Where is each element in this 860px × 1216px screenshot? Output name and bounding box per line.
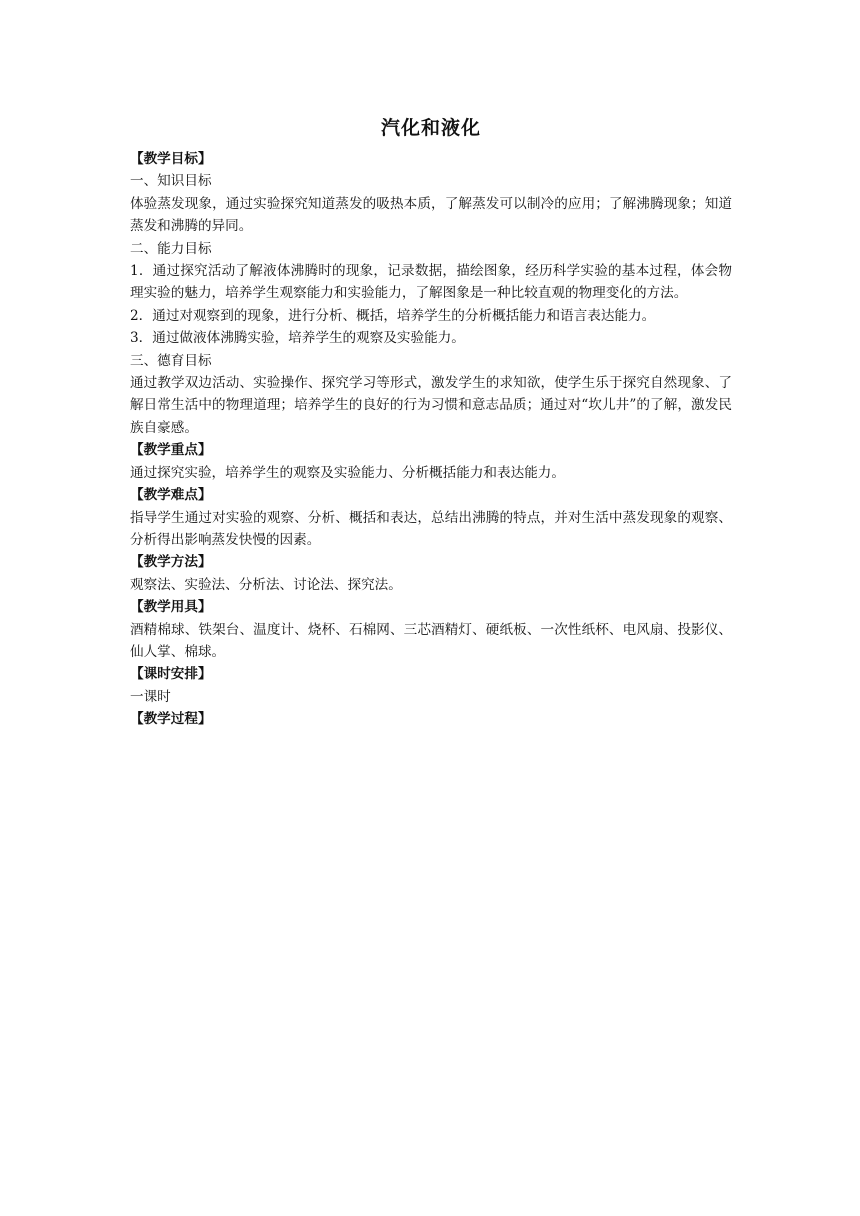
section-heading-schedule: 【课时安排】 <box>130 666 212 683</box>
paragraph-key-points: 通过探究实验，培养学生的观察及实验能力、分析概括能力和表达能力。 <box>130 464 565 481</box>
paragraph-knowledge-objectives: 体验蒸发现象，通过实验探究知道蒸发的吸热本质，了解蒸发可以制冷的应用；了解沸腾现象；知道蒸发和沸腾的异同。 <box>130 195 732 235</box>
paragraph-ability-item-2: 2．通过对观察到的现象，进行分析、概括，培养学生的分析概括能力和语言表达能力。 <box>130 307 656 324</box>
section-heading-difficulties: 【教学难点】 <box>130 487 212 504</box>
subheading-knowledge-objectives: 一、知识目标 <box>130 173 212 190</box>
document-title: 汽化和液化 <box>380 117 481 139</box>
paragraph-ability-item-3: 3．通过做液体沸腾实验，培养学生的观察及实验能力。 <box>130 330 465 347</box>
paragraph-moral-objectives: 通过教学双边活动、实验操作、探究学习等形式，激发学生的求知欲，使学生乐于探究自然现象、了解日常生活中的物理道理；培养学生的良好的行为习惯和意志品质；通过对“坎儿井”的了解，激发民族自豪感。 <box>130 375 732 436</box>
subheading-ability-objectives: 二、能力目标 <box>130 240 212 257</box>
section-heading-key-points: 【教学重点】 <box>130 442 212 459</box>
paragraph-methods: 观察法、实验法、分析法、讨论法、探究法。 <box>130 576 402 593</box>
section-heading-teaching-process: 【教学过程】 <box>130 711 212 728</box>
section-heading-methods: 【教学方法】 <box>130 554 212 571</box>
paragraph-schedule: 一课时 <box>130 688 171 705</box>
paragraph-teaching-tools: 酒精棉球、铁架台、温度计、烧杯、石棉网、三芯酒精灯、硬纸板、一次性纸杯、电风扇、投影仪、仙人掌、棉球。 <box>130 621 732 660</box>
paragraph-ability-item-1: 1．通过探究活动了解液体沸腾时的现象，记录数据，描绘图象，经历科学实验的基本过程，体会物理实验的魅力，培养学生观察能力和实验能力，了解图象是一种比较直观的物理变化的方法。 <box>130 263 732 302</box>
section-heading-teaching-objectives: 【教学目标】 <box>130 151 212 167</box>
paragraph-difficulties: 指导学生通过对实验的观察、分析、概括和表达，总结出沸腾的特点，并对生活中蒸发现象的观察、分析得出影响蒸发快慢的因素。 <box>130 509 732 548</box>
section-heading-teaching-tools: 【教学用具】 <box>130 599 212 616</box>
document-body <box>130 114 732 731</box>
subheading-moral-objectives: 三、德育目标 <box>130 352 212 369</box>
